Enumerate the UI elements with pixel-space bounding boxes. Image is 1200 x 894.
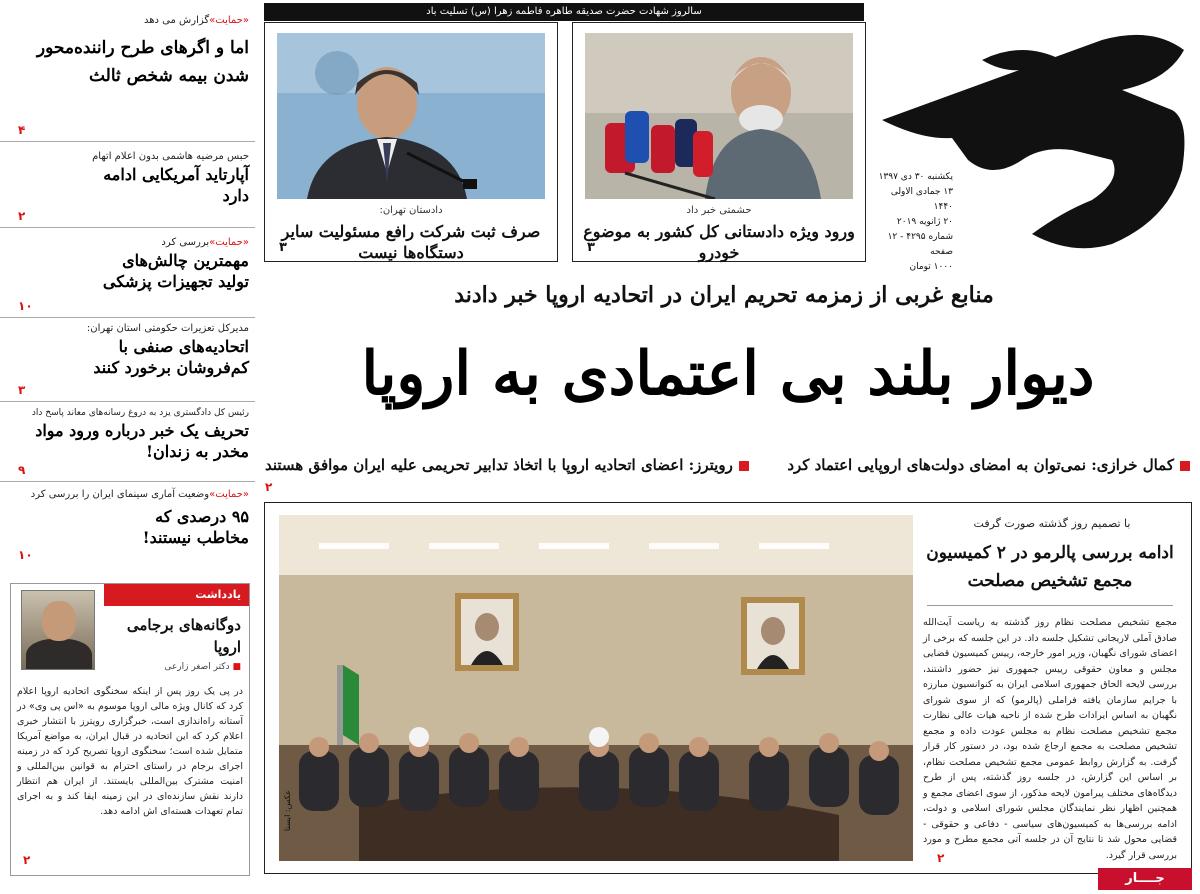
date-line: یکشنبه ۳۰ دی ۱۳۹۷ — [878, 172, 953, 182]
story-kicker: مدیرکل تعزیرات حکومتی استان تهران: — [86, 323, 249, 334]
main-kicker: منابع غربی از زمزمه تحریم ایران در اتحادیه اروپا خبر دادند — [454, 282, 994, 308]
editorial-body: در پی یک روز پس از اینکه سخنگوی اتحادیه اروپا اعلام کرد که کانال ویژه مالی اروپا موسوم به «اس پی وی» در آستانه راه‌اندازی است، خبرگزاری رویترز با انتشار خبری اعلام کرد که این اتحادیه در قبال ایران، به مواضع آمریکا متمایل شده است؛ سخنگوی اروپا تصریح کرد که در زمینه اجرای برجام در راستای احترام به قوانین بین‌المللی و امنیت مشترک بین‌المللی بایستند. از ایران هم انتظار دارند نقش سازنده‌ای در این زمینه ایفا کند و به اجرای تمام تعهدات هسته‌ای اش ادامه دهد. — [17, 686, 243, 817]
left-story[interactable] — [0, 322, 255, 402]
date-line: ۱۳ جمادی الاولی ۱۴۴۰ — [890, 187, 953, 212]
photo-story-heshmati[interactable] — [572, 22, 866, 262]
story-headline: اتحادیه‌های صنفی با کم‌فروشان برخورد کنند — [93, 337, 249, 377]
red-square-icon — [1180, 461, 1190, 471]
date-line: ۲۰ ژانویه ۲۰۱۹ — [896, 217, 953, 227]
feature-headline: ادامه بررسی پالرمو در ۲ کمیسیون مجمع تشخیص مصلحت — [926, 543, 1174, 591]
story-kicker: «حمایت»وضعیت آماری سینمای ایران را بررسی کرد — [30, 489, 249, 500]
story-headline: ۹۵ درصدی که مخاطب نیستند! — [142, 507, 249, 547]
subhead-kharrazi[interactable]: کمال خرازی: نمی‌توان به امضای دولت‌های اروپایی اعتماد کرد — [787, 456, 1190, 474]
story-headline: اما و اگرهای طرح راننده‌محور شدن بیمه شخص ثالث — [36, 38, 249, 86]
page-number: ۳ — [279, 240, 287, 255]
feature-kicker: با تصمیم روز گذشته صورت گرفت — [973, 517, 1131, 530]
story-headline: صرف ثبت شرکت رافع مسئولیت سایر دستگاه‌ها نیست — [281, 222, 541, 262]
page-number: ۳ — [18, 383, 26, 397]
left-story[interactable] — [0, 236, 255, 318]
editorial-box[interactable] — [10, 583, 250, 876]
page-number: ۱۰ — [18, 548, 33, 562]
page-number: ۲ — [23, 853, 31, 867]
page-number: ۴ — [18, 123, 26, 137]
subhead-reuters[interactable]: رویترز: اعضای اتحادیه اروپا با اتخاذ تدابیر تحریمی علیه ایران موافق هستند — [265, 456, 749, 474]
date-line: ۱۰۰۰ تومان — [909, 262, 953, 272]
svg-text:حمایت: حمایت — [1029, 170, 1032, 171]
photo-story-tehran-prosecutor[interactable] — [264, 22, 558, 262]
page-number: ۹ — [18, 463, 26, 477]
story-kicker: حبس مرضیه هاشمی بدون اعلام اتهام — [92, 151, 249, 162]
story-headline: آپارتاید آمریکایی ادامه دارد — [103, 165, 249, 205]
jaar-badge: جــــار — [1098, 868, 1192, 890]
author-photo — [21, 590, 95, 670]
feature-box[interactable] — [264, 502, 1192, 874]
story-headline: ورود ویژه دادستانی کل کشور به موضوع خودرو — [583, 222, 855, 262]
editorial-author: ■ دکتر اصغر زارعی — [164, 662, 241, 672]
left-column — [0, 0, 255, 894]
photo-credit: عکس: ایسنا — [283, 789, 292, 831]
feature-body: مجمع تشخیص مصلحت نظام روز گذشته به ریاست آیت‌الله صادق آملی لاریجانی تشکیل جلسه داد. در این جلسه که برخی از اعضای شورای نگهبان، وزیر امور خارجه، رییس کمیسیون قضایی مجلس و معاون حقوقی رییس جمهوری نیز حضور داشتند، بررسی لایحه الحاق جمهوری اسلامی ایران به کنوانسیون مبارزه با جرایم سازمان یافته فراملی (پالرمو) که از سوی شورای نگهبان به اساس ایرادات طرح شده از ناحیه هیات عالی نظارت مجمع تشخیص مصلحت نظام به مجلس عودت داده و مجمع تشخیص مصلحت به مجمع ارجاع شده بود، در دستور کار قرار گرفت. به گزارش روابط عمومی مجمع تشخیص مصلحت نظام، بر اساس این گزارش، در جلسه روز گذشته، پس از طرح دیدگاه‌های مختلف پیرامون لایحه مذکور، از سوی اعضای مجمع و همچنین اظهار نظر نمایندگان مجلس شورای اسلامی و دولت، ادامه بررسی‌ها به کمیسیون‌های سیاسی - دفاعی و حقوقی - قضایی محول شد تا نتایج آن در جلسه آتی مجمع مطرح و مورد بررسی قرار گیرد. — [923, 617, 1177, 861]
story-kicker: «حمایت»بررسی کرد — [161, 237, 249, 248]
page-number: ۲ — [937, 851, 945, 865]
story-kicker: «حمایت»گزارش می دهد — [144, 15, 249, 26]
page-number: ۱۰ — [18, 299, 33, 313]
date-line: شماره ۴۲۹۵ - ۱۲ صفحه — [887, 232, 953, 257]
heshmati-photo — [585, 33, 853, 199]
red-square-icon — [739, 461, 749, 471]
council-meeting-photo — [279, 515, 913, 861]
story-kicker: رئیس کل دادگستری یزد به دروغ رسانه‌های معاند پاسخ داد — [31, 408, 249, 418]
prosecutor-photo — [277, 33, 545, 199]
page-number: ۳ — [587, 240, 595, 255]
page-number: ۲ — [265, 480, 273, 494]
story-kicker: حشمتی خبر داد — [686, 205, 752, 216]
story-headline: مهمترین چالش‌های تولید تجهیزات پزشکی — [102, 251, 249, 291]
story-kicker: دادستان تهران: — [379, 205, 443, 216]
story-headline: تحریف یک خبر درباره ورود مواد مخدر به زندان! — [35, 421, 249, 461]
main-headline[interactable]: دیوار بلند بی اعتمادی به اروپا — [361, 339, 1095, 409]
editorial-title: دوگانه‌های برجامی اروپا — [126, 616, 241, 656]
divider — [927, 605, 1173, 606]
page-number: ۲ — [18, 209, 26, 223]
condolence-bar: سالروز شهادت حضرت صدیقه طاهره فاطمه زهرا (س) تسلیت باد — [264, 3, 864, 21]
left-story[interactable] — [0, 406, 255, 482]
left-story[interactable] — [0, 14, 255, 142]
issue-date-block — [873, 170, 953, 275]
left-story[interactable] — [0, 150, 255, 228]
left-story[interactable] — [0, 488, 255, 566]
editorial-tag: یادداشت — [104, 584, 249, 606]
